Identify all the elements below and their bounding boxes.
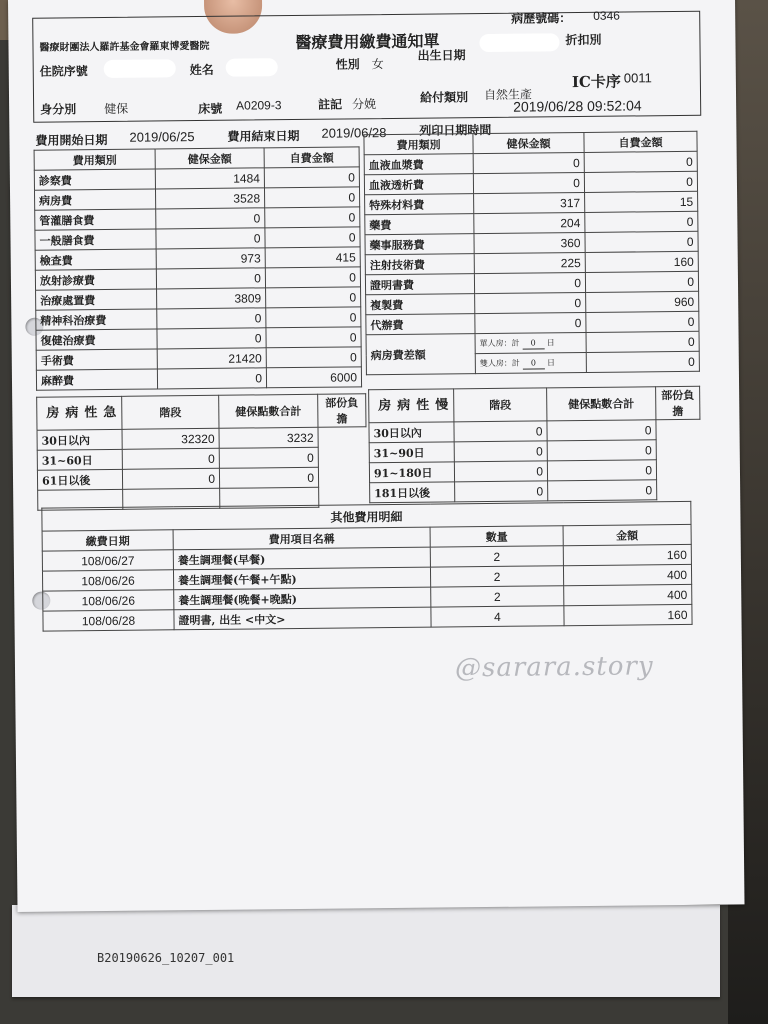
fee-category: 手術費 <box>36 349 157 370</box>
fee-category: 證明書費 <box>365 274 474 295</box>
acute-ward-table <box>36 393 367 510</box>
self-pay-amount: 0 <box>266 327 361 348</box>
fee-table-right <box>363 131 700 375</box>
inpatient-no-label: 住院序號 <box>39 64 88 79</box>
nhi-points-total: 0 <box>454 461 547 482</box>
start-date-value: 2019/06/25 <box>129 129 195 145</box>
column-header: 自費金額 <box>264 147 359 168</box>
bed-label: 床號 <box>198 101 223 117</box>
self-pay-amount: 960 <box>586 291 699 312</box>
record-no-value: 0346 <box>593 8 620 23</box>
fee-category: 一般膳食費 <box>35 229 156 250</box>
dob-label: 出生日期 <box>417 48 466 63</box>
self-pay-amount: 0 <box>265 227 360 248</box>
copayment: 0 <box>219 467 318 488</box>
stage: 31~60日 <box>37 449 122 470</box>
amount: 400 <box>563 564 691 585</box>
hospital-name: 醫療財團法人羅許基金會羅東博愛醫院 <box>39 40 210 54</box>
nhi-points-total: 0 <box>454 441 547 462</box>
self-pay-amount: 0 <box>265 207 360 228</box>
payment-date: 108/06/26 <box>42 570 173 591</box>
nhi-amount: 204 <box>474 212 585 233</box>
column-header: 數量 <box>430 526 563 547</box>
nhi-amount: 360 <box>474 232 585 253</box>
ic-label: IC卡序 <box>571 72 621 92</box>
bed-value: A0209-3 <box>236 98 282 113</box>
end-date-label: 費用結束日期 <box>227 128 300 144</box>
fee-category: 血液透析費 <box>364 174 473 195</box>
nhi-amount: 0 <box>156 268 265 289</box>
copayment: 0 <box>219 447 318 468</box>
stage: 181日以後 <box>370 482 455 503</box>
table-header-row <box>37 394 366 430</box>
self-pay-amount: 0 <box>584 171 697 192</box>
self-pay-amount: 0 <box>585 231 698 252</box>
other-fees-title: 其他費用明細 <box>42 501 691 531</box>
nhi-amount: 1484 <box>155 168 264 189</box>
column-header: 健保金額 <box>473 132 584 153</box>
column-header: 健保金額 <box>155 148 264 169</box>
nhi-amount: 0 <box>474 272 585 293</box>
fee-category: 血液血漿費 <box>364 154 473 175</box>
fee-category: 治療處置費 <box>36 289 157 310</box>
fee-table-left <box>34 146 363 390</box>
fee-category: 特殊材料費 <box>365 194 474 215</box>
fee-item-name: 養生調理餐(午餐+午點) <box>173 567 430 590</box>
fee-item-name: 養生調理餐(早餐) <box>173 547 430 570</box>
fee-category: 藥事服務費 <box>365 234 474 255</box>
self-pay-amount: 0 <box>264 187 359 208</box>
column-header: 金額 <box>563 524 691 545</box>
quantity: 2 <box>430 566 563 587</box>
self-pay-amount: 0 <box>265 267 360 288</box>
self-pay-amount: 0 <box>264 167 359 188</box>
nhi-amount: 0 <box>157 368 266 389</box>
self-pay-amount: 0 <box>584 151 697 172</box>
self-pay-amount: 0 <box>266 347 361 368</box>
footer-code: B20190626_10207_001 <box>97 951 235 965</box>
chronic-ward-table <box>368 386 701 503</box>
nhi-points-total: 0 <box>455 481 548 502</box>
self-pay-amount: 6000 <box>266 367 361 388</box>
amount: 160 <box>563 544 691 565</box>
column-header: 階段 <box>454 388 547 422</box>
column-header: 繳費日期 <box>42 530 173 551</box>
nhi-amount: 0 <box>156 228 265 249</box>
ward-stage-row <box>370 479 701 502</box>
fee-category: 病房費 <box>34 189 155 210</box>
fee-item-name: 證明書, 出生 <中文> <box>174 607 431 630</box>
nhi-points-total: 0 <box>122 448 219 469</box>
copayment: 0 <box>548 480 657 501</box>
stage: 30日以內 <box>369 422 454 443</box>
nhi-amount: 3528 <box>155 188 264 209</box>
stage: 61日以後 <box>37 469 122 490</box>
copayment: 3232 <box>219 427 318 448</box>
end-date-value: 2019/06/28 <box>321 125 387 141</box>
note-label: 註記 <box>318 97 343 112</box>
nhi-amount: 0 <box>473 172 584 193</box>
nhi-amount: 21420 <box>157 348 266 369</box>
double-room-amount: 0 <box>586 351 699 372</box>
nhi-amount: 973 <box>156 248 265 269</box>
fee-category: 檢查費 <box>35 249 156 270</box>
payment-date: 108/06/26 <box>43 590 174 611</box>
nhi-points-total: 0 <box>122 468 219 489</box>
sex-label: 性別 <box>335 57 360 72</box>
print-datetime-value: 2019/06/28 09:52:04 <box>513 97 642 115</box>
watermark: @sarara.story <box>454 651 654 684</box>
nhi-amount: 225 <box>474 252 585 273</box>
self-pay-amount: 0 <box>266 287 361 308</box>
print-datetime-label: 列印日期時間 <box>419 122 492 138</box>
payment-date: 108/06/28 <box>43 610 174 631</box>
double-room-days: 雙人房：計 0 日 <box>475 352 586 373</box>
fee-category: 診察費 <box>34 169 155 190</box>
table-header-row <box>369 386 700 422</box>
fee-category: 藥費 <box>365 214 474 235</box>
self-pay-amount: 15 <box>585 191 698 212</box>
nhi-amount: 0 <box>473 152 584 173</box>
nhi-amount: 0 <box>475 292 586 313</box>
single-room-amount: 0 <box>586 331 699 352</box>
column-header: 費用類別 <box>364 134 473 155</box>
ic-value: 0011 <box>623 70 652 86</box>
fee-category: 代辦費 <box>366 314 475 335</box>
payment-type-value: 自然生產 <box>483 87 533 103</box>
start-date-label: 費用開始日期 <box>35 132 108 148</box>
redacted-dob <box>479 33 559 52</box>
sex-value: 女 <box>371 57 384 72</box>
amount: 160 <box>564 604 692 625</box>
nhi-points-total: 32320 <box>122 428 219 449</box>
nhi-points-total: 0 <box>454 421 547 442</box>
redacted-name <box>226 58 278 77</box>
room-diff-label: 病房費差額 <box>366 334 475 375</box>
column-header: 費用項目名稱 <box>173 527 430 550</box>
column-header: 部份負擔 <box>318 394 366 428</box>
underlying-page <box>12 905 720 997</box>
document-title: 醫療費用繳費通知單 <box>295 31 440 52</box>
column-header: 健保點數合計 <box>219 394 318 428</box>
identity-label: 身分別 <box>40 102 77 117</box>
fee-category: 放射診療費 <box>35 269 156 290</box>
column-header: 部份負擔 <box>656 386 700 419</box>
column-header: 費用類別 <box>34 149 155 170</box>
fee-category: 復健治療費 <box>36 329 157 350</box>
self-pay-amount: 415 <box>265 247 360 268</box>
quantity: 4 <box>431 606 564 627</box>
copayment: 0 <box>547 440 656 461</box>
fee-row <box>36 367 361 390</box>
self-pay-amount: 160 <box>585 251 698 272</box>
payment-type-label: 給付類別 <box>419 90 469 105</box>
stage: 30日以內 <box>37 429 122 450</box>
billing-notice-sheet <box>8 0 745 912</box>
identity-value: 健保 <box>104 101 129 116</box>
nhi-amount: 0 <box>156 208 265 229</box>
column-header: 健保點數合計 <box>547 387 656 421</box>
record-no-label: 病歷號碼： <box>511 11 572 26</box>
self-pay-amount: 0 <box>266 307 361 328</box>
copayment: 0 <box>547 460 656 481</box>
quantity: 2 <box>431 586 564 607</box>
amount: 400 <box>564 584 692 605</box>
column-header: 自費金額 <box>584 131 697 152</box>
column-header: 階段 <box>122 395 219 429</box>
chronic-ward-label: 慢性病房 <box>369 389 454 423</box>
self-pay-amount: 0 <box>585 271 698 292</box>
copayment: 0 <box>547 420 656 441</box>
fee-category: 管灌膳食費 <box>35 209 156 230</box>
fee-category: 注射技術費 <box>365 254 474 275</box>
nhi-amount: 0 <box>157 308 266 329</box>
stage: 91~180日 <box>369 462 454 483</box>
name-label: 姓名 <box>189 62 214 78</box>
nhi-amount: 0 <box>475 312 586 333</box>
other-fees-table <box>41 501 692 632</box>
nhi-amount: 0 <box>157 328 266 349</box>
self-pay-amount: 0 <box>585 211 698 232</box>
discount-label: 折扣別 <box>565 32 602 48</box>
quantity: 2 <box>430 546 563 567</box>
note-value: 分娩 <box>352 97 377 112</box>
self-pay-amount: 0 <box>586 311 699 332</box>
fee-item-name: 養生調理餐(晚餐+晚點) <box>174 587 431 610</box>
fee-category: 麻醉費 <box>36 369 157 390</box>
stage: 31~90日 <box>369 442 454 463</box>
single-room-days: 單人房：計 0 日 <box>475 332 586 353</box>
fee-category: 精神科治療費 <box>36 309 157 330</box>
nhi-amount: 317 <box>474 192 585 213</box>
nhi-amount: 3809 <box>157 288 266 309</box>
payment-date: 108/06/27 <box>42 550 173 571</box>
fee-category: 複製費 <box>366 294 475 315</box>
acute-ward-label: 急性病房 <box>37 396 122 430</box>
redacted-inpatient-no <box>104 59 176 78</box>
